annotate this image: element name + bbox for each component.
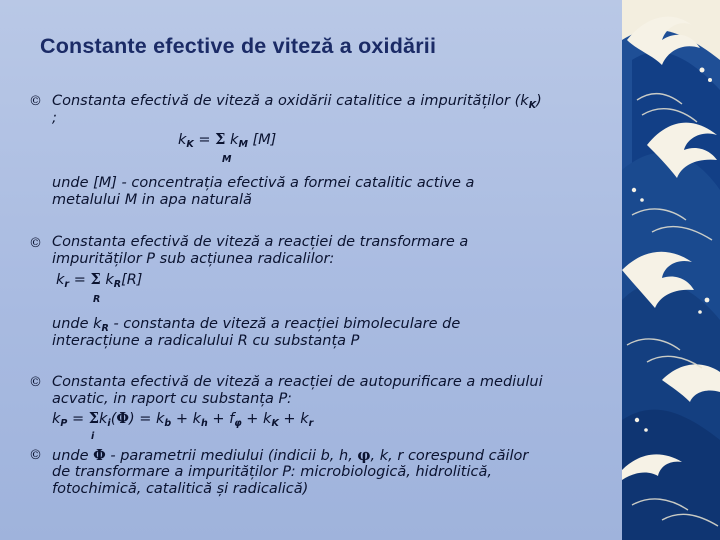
wave-decoration: [622, 0, 720, 540]
bullet-4-line-3: fotochimică, catalitică și radicalică): [52, 481, 309, 497]
formula-kr: $k_r = \Sigma$ $k_R[R]$: [56, 271, 143, 290]
bullet-1-note-1: unde [M] - concentrația efectivă a formei catalitic active a: [52, 175, 475, 191]
bullet-1-line-1: Constanta efectivă de viteză a oxidării catalitice a impurităților $(k_K)$: [52, 93, 542, 111]
bullet-2-note-2: interacțiune a radicalului R cu substanța P: [52, 333, 360, 349]
formula-kr-sum-index: R: [93, 294, 101, 305]
bullet-4-icon: ©: [29, 448, 42, 463]
bullet-1-line-2: ;: [52, 110, 57, 126]
formula-kp-sum-index: i: [91, 431, 95, 442]
bullet-4-line-1: unde Φ - parametrii mediului (indicii b, h, φ, k, r corespund căilor: [52, 447, 529, 464]
bullet-1-icon: ©: [29, 94, 42, 109]
bullet-2-line-2: impurităților P sub acțiunea radicalilor:: [52, 251, 335, 267]
great-wave-image: [622, 0, 720, 540]
formula-kk-sum-index: M: [222, 154, 232, 165]
formula-kk: $k_K = \Sigma$ $k_M$ [M]: [178, 131, 277, 150]
bullet-2-icon: ©: [29, 236, 42, 251]
slide-title: Constante efective de viteză a oxidării: [40, 34, 437, 58]
bullet-4-line-2: de transformare a impurităților P: microbiologică, hidrolitică,: [52, 464, 492, 480]
formula-kp: $k_P = \Sigma k_i(\Phi) = k_b + k_h + f_\varphi + k_K + k_r$: [52, 410, 314, 429]
bullet-3-line-2: acvatic, in raport cu substanța P:: [52, 391, 292, 407]
bullet-2-line-1: Constanta efectivă de viteză a reacției de transformare a: [52, 234, 469, 250]
bullet-1-note-2: metalului M in apa naturală: [52, 192, 252, 208]
bullet-2-note-1: unde $k_R$ - constanta de viteză a reacției bimoleculare de: [52, 316, 461, 334]
bullet-3-line-1: Constanta efectivă de viteză a reacției de autopurificare a mediului: [52, 374, 543, 390]
bullet-3-icon: ©: [29, 375, 42, 390]
